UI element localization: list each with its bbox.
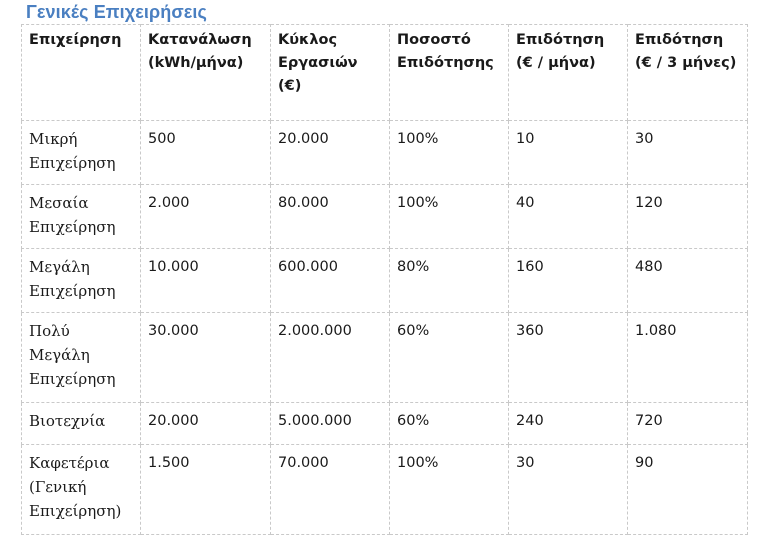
cell-consumption: 30.000 xyxy=(141,313,271,403)
section-heading: Γενικές Επιχειρήσεις xyxy=(26,2,207,22)
cell-turnover: 80.000 xyxy=(271,185,390,249)
cell-business: Βιοτεχνία xyxy=(22,403,141,445)
cell-turnover: 2.000.000 xyxy=(271,313,390,403)
table-row xyxy=(22,121,748,185)
cell-turnover: 600.000 xyxy=(271,249,390,313)
cell-subsidy-rate: 100% xyxy=(390,445,509,535)
cell-subsidy-month: 40 xyxy=(509,185,628,249)
table-row xyxy=(22,249,748,313)
cell-business: Πολύ Μεγάλη Επιχείρηση xyxy=(22,313,141,403)
cell-subsidy-rate: 100% xyxy=(390,121,509,185)
cell-consumption: 2.000 xyxy=(141,185,271,249)
header-subsidy-month: Επιδότηση (€ / μήνα) xyxy=(509,25,628,121)
cell-subsidy-rate: 80% xyxy=(390,249,509,313)
table-row xyxy=(22,313,748,403)
cell-consumption: 1.500 xyxy=(141,445,271,535)
table-row xyxy=(22,185,748,249)
cell-subsidy-month: 240 xyxy=(509,403,628,445)
header-turnover: Κύκλος Εργασιών (€) xyxy=(271,25,390,121)
cell-subsidy-quarter: 480 xyxy=(628,249,748,313)
header-subsidy-quarter: Επιδότηση (€ / 3 μήνες) xyxy=(628,25,748,121)
table-row xyxy=(22,403,748,445)
cell-business: Μεσαία Επιχείρηση xyxy=(22,185,141,249)
cell-subsidy-quarter: 90 xyxy=(628,445,748,535)
cell-consumption: 20.000 xyxy=(141,403,271,445)
cell-business: Μεγάλη Επιχείρηση xyxy=(22,249,141,313)
cell-subsidy-month: 160 xyxy=(509,249,628,313)
cell-turnover: 5.000.000 xyxy=(271,403,390,445)
header-consumption: Κατανάλωση (kWh/μήνα) xyxy=(141,25,271,121)
cell-subsidy-rate: 60% xyxy=(390,403,509,445)
table-row xyxy=(22,445,748,535)
header-business: Επιχείρηση xyxy=(22,25,141,121)
cell-consumption: 500 xyxy=(141,121,271,185)
cell-consumption: 10.000 xyxy=(141,249,271,313)
cell-subsidy-rate: 100% xyxy=(390,185,509,249)
cell-subsidy-quarter: 30 xyxy=(628,121,748,185)
cell-subsidy-quarter: 120 xyxy=(628,185,748,249)
cell-subsidy-rate: 60% xyxy=(390,313,509,403)
cell-subsidy-quarter: 720 xyxy=(628,403,748,445)
cell-subsidy-quarter: 1.080 xyxy=(628,313,748,403)
subsidy-table xyxy=(21,24,748,535)
cell-subsidy-month: 360 xyxy=(509,313,628,403)
cell-turnover: 20.000 xyxy=(271,121,390,185)
header-subsidy-rate: Ποσοστό Επιδότησης xyxy=(390,25,509,121)
cell-business: Καφετέρια (Γενική Επιχείρηση) xyxy=(22,445,141,535)
cell-subsidy-month: 30 xyxy=(509,445,628,535)
cell-business: Μικρή Επιχείρηση xyxy=(22,121,141,185)
cell-turnover: 70.000 xyxy=(271,445,390,535)
cell-subsidy-month: 10 xyxy=(509,121,628,185)
table-header-row xyxy=(22,25,748,121)
